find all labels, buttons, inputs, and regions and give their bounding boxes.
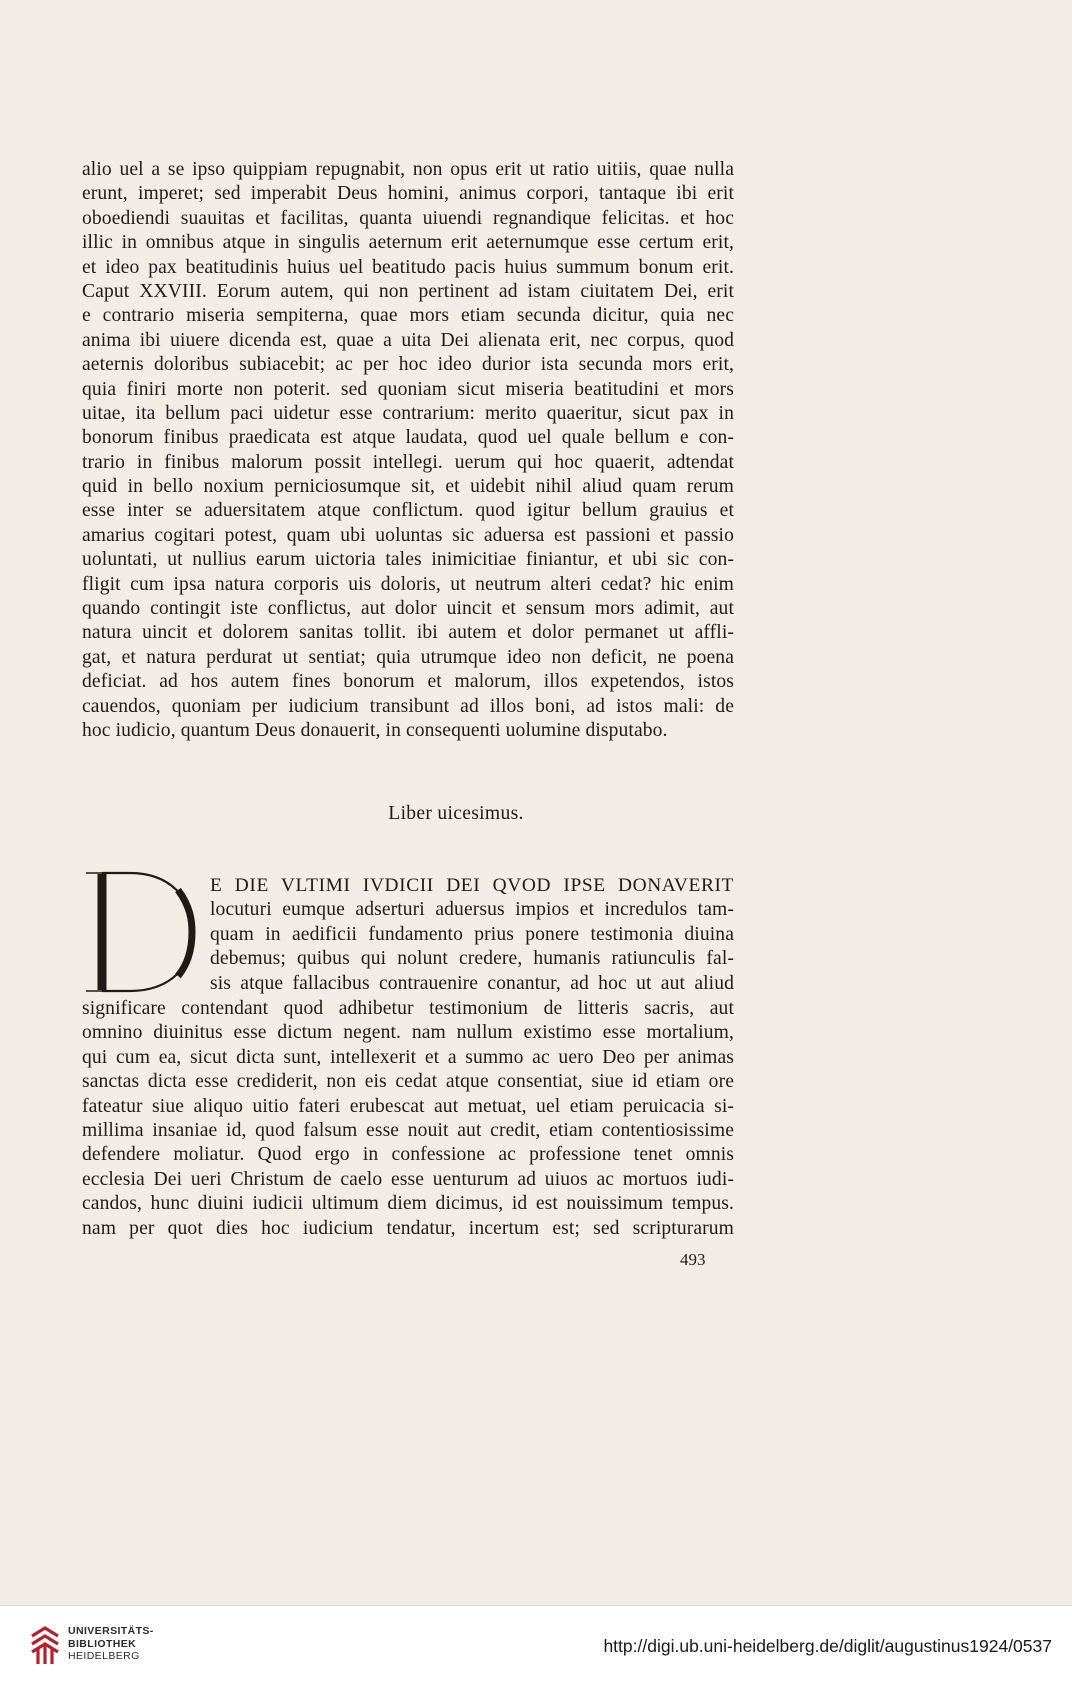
library-footer [0,1605,1072,1684]
text-line: natura uincit et dolorem sanitas tollit. ibi autem et dolor permanet ut affli- [82,622,734,644]
book-heading: Liber uicesimus. [388,803,524,824]
text-line: oboediendi suauitas et facilitas, quanta uiuendi regnandique felicitas. et hoc [82,207,734,229]
library-name-line: UNIVERSITÄTS- [68,1625,154,1637]
text-line: erunt, imperet; sed imperabit Deus homini, animus corpori, tantaque ibi erit [82,183,734,205]
text-line: hoc iudicio, quantum Deus donauerit, in consequenti uolumine disputabo. [82,719,668,741]
drop-cap [82,868,200,996]
text-line: quando contingit iste conflictus, aut dolor uincit et sensum mors adimit, aut [82,598,734,620]
text-line: locuturi eumque adserturi aduersus impios et incredulos tam- [210,899,734,921]
text-line: debemus; quibus qui nolunt credere, humanis ratiunculis fal- [210,948,734,970]
text-line: gat, et natura perdurat ut sentiat; quia utrumque ideo non deficit, ne poena [82,646,734,668]
chapter-opening-caps: E DIE VLTIMI IVDICII DEI QVOD IPSE DONAVERIT [210,875,734,896]
text-line: sis atque fallacibus contrauenire conantur, ad hoc ut aut aliud [210,972,734,994]
text-line: qui cum ea, sicut dicta sunt, intellexerit et a summo ac uero Deo per animas [82,1046,734,1068]
text-line: quia finiri morte non poterit. sed quoniam sicut miseria beatitudini et mors [82,378,734,400]
library-logo-icon[interactable] [28,1624,62,1668]
text-line: esse inter se aduersitatem atque conflictum. quod igitur bellum grauius et [82,500,734,522]
text-line: Caput XXVIII. Eorum autem, qui non pertinent ad istam ciuitatem Dei, erit [82,280,734,302]
text-line: fligit cum ipsa natura corporis uis doloris, ut neutrum alteri cedat? hic enim [82,573,734,595]
text-line: significare contendant quod adhibetur testimonium de litteris sacris, aut [82,998,734,1019]
text-line: nam per quot dies hoc iudicium tendatur, incertum est; sed scripturarum [82,1217,734,1239]
library-name[interactable] [68,1625,154,1663]
text-line: uoluntati, ut nullius earum uictoria tales inimicitiae finiantur, et ubi sic con- [82,549,734,571]
permalink-url[interactable]: http://digi.ub.uni-heidelberg.de/diglit/augustinus1924/0537 [603,1636,1052,1656]
paragraph-2 [82,997,734,1241]
text-line: e contrario miseria sempiterna, quae mors etiam secunda dicitur, quia nec [82,305,734,327]
text-line: sanctas dicta esse crediderit, non eis cedat atque consentiat, siue id etiam ore [82,1071,734,1093]
drop-cap-letter [82,868,200,996]
text-line: defendere moliatur. Quod ergo in confessione ac professione tenet omnis [82,1144,734,1166]
text-line: omnino diuinitus esse dictum negent. nam nullum existimo esse mortalium, [82,1022,734,1044]
text-line: millima insaniae id, quod falsum esse nouit aut credit, etiam contentiosissime [82,1119,734,1141]
page-number: 493 [680,1250,706,1269]
text-line: uitae, ita bellum paci uidetur esse contrarium: merito quaeritur, sicut pax in [82,402,734,424]
text-line: anima ibi uiuere dicenda est, quae a uita Dei alienata erit, nec corpus, quod [82,329,734,351]
text-line: ecclesia Dei ueri Christum de caelo esse uenturum ad uiuos ac mortuos iudi- [82,1168,734,1190]
text-line: aeternis doloribus subiacebit; ac per hoc ideo durior ista secunda mors erit, [82,354,734,376]
paragraph-1 [82,158,734,743]
text-line: cauendos, quoniam per iudicium transibunt ad illos boni, ad istos mali: de [82,695,734,717]
text-line: fateatur siue aliquo uitio fateri erubescat aut metuat, uel etiam peruicacia si- [82,1095,734,1117]
paragraph-2-indented [210,874,734,996]
text-line: et ideo pax beatitudinis huius uel beatitudo pacis huius summum bonum erit. [82,256,734,278]
text-line: alio uel a se ipso quippiam repugnabit, non opus erit ut ratio uitiis, quae nulla [82,159,734,180]
library-name-line: HEIDELBERG [68,1650,140,1662]
text-line: bonorum finibus praedicata est atque laudata, quod uel quale bellum e con- [82,427,734,449]
text-line: quid in bello noxium perniciosumque sit, et uidebit nihil aliud quam rerum [82,476,734,498]
text-line: amarius cogitari potest, quam ubi uoluntas sic aduersa est passioni et passio [82,524,734,546]
text-line: illic in omnibus atque in singulis aeternum erit aeternumque esse certum erit, [82,232,734,254]
library-name-line: BIBLIOTHEK [68,1637,137,1650]
text-line: trario in finibus malorum possit intellegi. uerum qui hoc quaerit, adtendat [82,451,734,473]
text-line: quam in aedificii fundamento prius ponere testimonia diuina [210,923,734,945]
text-line: candos, hunc diuini iudicii ultimum diem dicimus, id est nouissimum tempus. [82,1193,734,1215]
text-line: deficiat. ad hos autem fines bonorum et malorum, illos expetendos, istos [82,671,734,693]
